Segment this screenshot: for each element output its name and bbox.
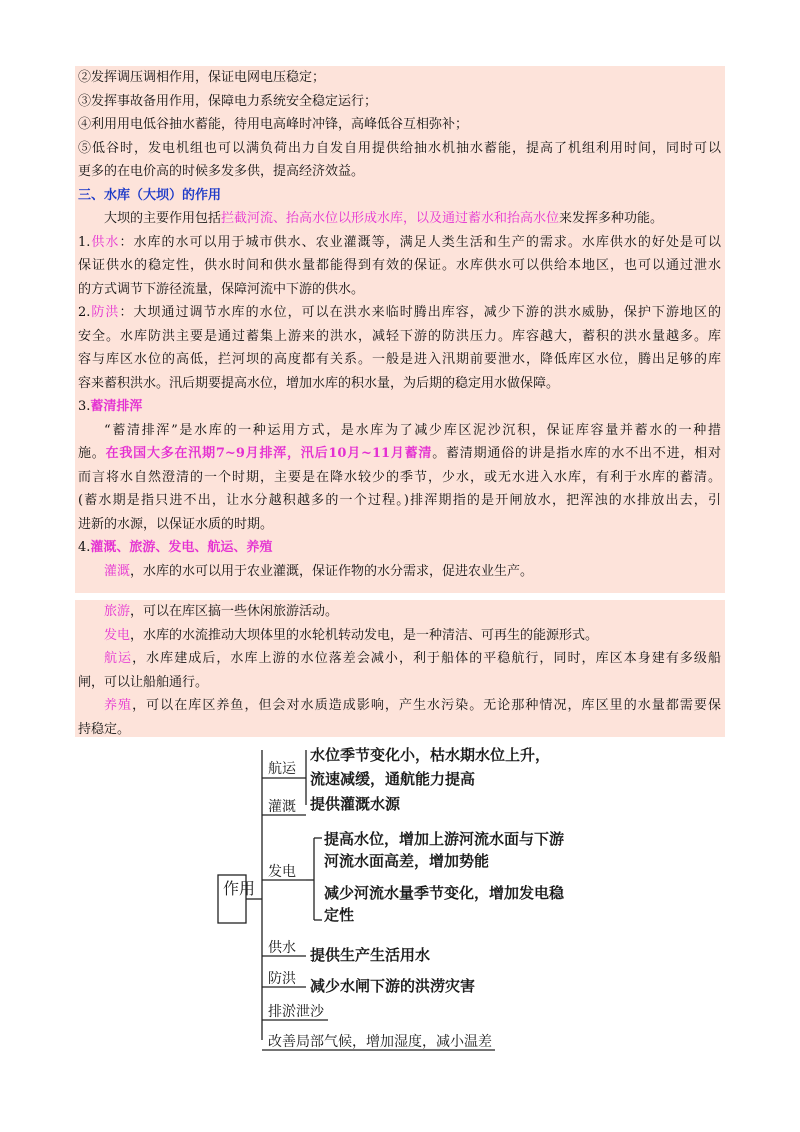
text-line xyxy=(78,647,721,671)
highlight-text: 拦截河流、抬高水位以形成水库，以及通过蓄水和抬高水位 xyxy=(221,211,560,226)
paragraph-text: ，水库建成后，水库上游的水位落差会减小，利于船体的平稳航行，同时，库区本身建有多级船 xyxy=(132,651,721,666)
mind-map xyxy=(210,740,590,1060)
branch-desc-power-1a: 提高水位，增加上游河流水面与下游 xyxy=(324,830,565,848)
branch-desc-shipping-2: 流速减缓，通航能力提高 xyxy=(310,770,476,788)
text-line xyxy=(78,254,721,278)
paragraph-text: ②发挥调压调相作用，保证电网电压稳定； xyxy=(78,70,326,85)
branch-desc-power-2a: 减少河流水量季节变化，增加发电稳 xyxy=(324,884,565,902)
notes-panel-top xyxy=(75,66,725,593)
notes-panel-bottom xyxy=(75,600,725,737)
branch-label-power: 发电 xyxy=(268,864,296,880)
paragraph-text: 容与库区水位的高低，拦河坝的高度都有关系。一般是进入汛期前要泄水，降低库区水位，腾出足够的库 xyxy=(78,352,721,367)
text-line xyxy=(78,466,721,490)
root-label: 作用 xyxy=(223,879,256,898)
text-line xyxy=(78,442,721,466)
item-term: 养殖 xyxy=(104,698,133,713)
paragraph-text: 而言将水自然澄清的一个时期，主要是在降水较少的季节，少水，或无水进入水库，有利于水库的蓄清。 xyxy=(78,469,721,485)
branch-desc-flood-control: 减少水闸下游的洪涝灾害 xyxy=(310,977,476,995)
text-line xyxy=(78,694,721,718)
branch-label-irrigation: 灌溉 xyxy=(268,799,296,815)
paragraph-text: 施。 xyxy=(78,446,106,461)
text-line xyxy=(78,325,721,349)
item-number: 2. xyxy=(78,305,91,320)
text-line xyxy=(78,489,721,513)
paragraph-text: ，水库的水流推动大坝体里的水轮机转动发电，是一种清洁、可再生的能源形式。 xyxy=(130,627,599,643)
item-term: 灌溉 xyxy=(104,563,131,579)
branch-label-climate: 改善局部气候，增加湿度，减小温差 xyxy=(268,1034,492,1050)
item-number: 4. xyxy=(78,540,91,555)
section-heading xyxy=(78,184,721,208)
intro-text: 大坝的主要作用包括 xyxy=(104,211,222,226)
paragraph-text: ④利用用电低谷抽水蓄能，待用电高峰时冲锋，高峰低谷互相弥补； xyxy=(78,117,469,132)
text-line xyxy=(78,278,721,302)
paragraph-text: 容来蓄积洪水。汛后期要提高水位，增加水库的积水量，为后期的稳定用水做保障。 xyxy=(78,375,560,391)
paragraph-text: 闸，可以让船舶通行。 xyxy=(78,674,209,690)
text-line xyxy=(78,671,721,695)
branch-desc-power-1b: 河流水面高差，增加势能 xyxy=(324,852,490,870)
text-line xyxy=(78,207,721,231)
item-term: 蓄清排浑 xyxy=(90,399,143,414)
text-line xyxy=(78,536,721,560)
paragraph-text: ，水库的水可以用于农业灌溉，保证作物的水分需求，促进农业生产。 xyxy=(130,563,534,579)
text-line xyxy=(78,160,721,184)
branch-desc-power-2b: 定性 xyxy=(324,906,355,924)
paragraph-text: ⑤低谷时，发电机组也可以满负荷出力自发自用提供给抽水机抽水蓄能，提高了机组利用时间，同时可以 xyxy=(78,140,721,156)
branch-label-flood-control: 防洪 xyxy=(268,971,296,987)
paragraph-text: 更多的在电价高的时候多发多供，提高经济效益。 xyxy=(78,164,365,179)
text-line xyxy=(78,113,721,137)
text-line xyxy=(78,231,721,255)
paragraph-text: 进新的水源，以保证水质的时期。 xyxy=(78,516,274,532)
paragraph-text: ③发挥事故备用作用，保障电力系统安全稳定运行； xyxy=(78,93,378,109)
paragraph-text: 。蓄清期通俗的讲是指水库的水不出不进，相对 xyxy=(432,446,721,461)
paragraph-text: ：水库的水可以用于城市供水、农业灌溉等，满足人类生活和生产的需求。水库供水的好处是可以 xyxy=(119,234,721,250)
item-term: 防洪 xyxy=(90,305,120,320)
branch-desc-shipping-1: 水位季节变化小，枯水期水位上升， xyxy=(310,746,551,764)
intro-text: 来发挥多种功能。 xyxy=(559,211,664,226)
paragraph-text: ，可以在库区搞一些休闲旅游活动。 xyxy=(130,604,339,619)
branch-label-sediment: 排淤泄沙 xyxy=(268,1004,324,1020)
text-line xyxy=(78,372,721,396)
paragraph-text: ：大坝通过调节水库的水位，可以在洪水来临时腾出库容，减少下游的洪水威胁，保护下游地区的 xyxy=(119,305,721,320)
item-term: 发电 xyxy=(104,627,131,643)
paragraph-text: (蓄水期是指只进不出，让水分越积越多的一个过程。)排浑期指的是开闸放水，把浑浊的水排放出去，引 xyxy=(78,493,721,508)
highlight-text: 在我国大多在汛期7~9月排浑，汛后10月~11月蓄清 xyxy=(105,446,433,461)
text-line xyxy=(78,419,721,443)
heading-text: 三、水库（大坝）的作用 xyxy=(78,187,222,203)
branch-label-water-supply: 供水 xyxy=(268,940,296,956)
item-number: 3. xyxy=(78,399,91,414)
item-term: 航运 xyxy=(104,651,133,666)
item-term: 供水 xyxy=(90,234,120,250)
text-line xyxy=(78,66,721,90)
text-line xyxy=(78,600,721,624)
item-term: 旅游 xyxy=(104,604,131,619)
text-line xyxy=(78,90,721,114)
item-number: 1. xyxy=(78,234,91,250)
paragraph-text: 持稳定。 xyxy=(78,721,131,737)
paragraph-text: 安全。水库防洪主要是通过蓄集上游来的洪水，减轻下游的防洪压力。库容越大，蓄积的洪水量越多。库 xyxy=(78,328,721,344)
paragraph-text: ，可以在库区养鱼，但会对水质造成影响，产生水污染。无论那种情况，库区里的水量都需要保 xyxy=(132,698,721,713)
text-line xyxy=(78,348,721,372)
paragraph-text: “蓄清排浑”是水库的一种运用方式，是水库为了减少库区泥沙沉积，保证库容量并蓄水的一种措 xyxy=(104,422,721,438)
text-line xyxy=(78,137,721,161)
branch-desc-water-supply: 提供生产生活用水 xyxy=(310,946,431,964)
text-line xyxy=(78,560,721,584)
paragraph-text: 保证供水的稳定性，供水时间和供水量都能得到有效的保证。水库供水可以供给本地区，也可以通过泄水 xyxy=(78,258,721,273)
text-line xyxy=(78,513,721,537)
text-line xyxy=(78,718,721,742)
paragraph-text: 的方式调节下游径流量，保障河流中下游的供水。 xyxy=(78,281,365,297)
item-term: 灌溉、旅游、发电、航运、养殖 xyxy=(90,540,273,555)
text-line xyxy=(78,395,721,419)
text-line xyxy=(78,301,721,325)
text-line xyxy=(78,624,721,648)
branch-desc-irrigation: 提供灌溉水源 xyxy=(310,795,401,813)
branch-label-shipping: 航运 xyxy=(268,761,296,777)
